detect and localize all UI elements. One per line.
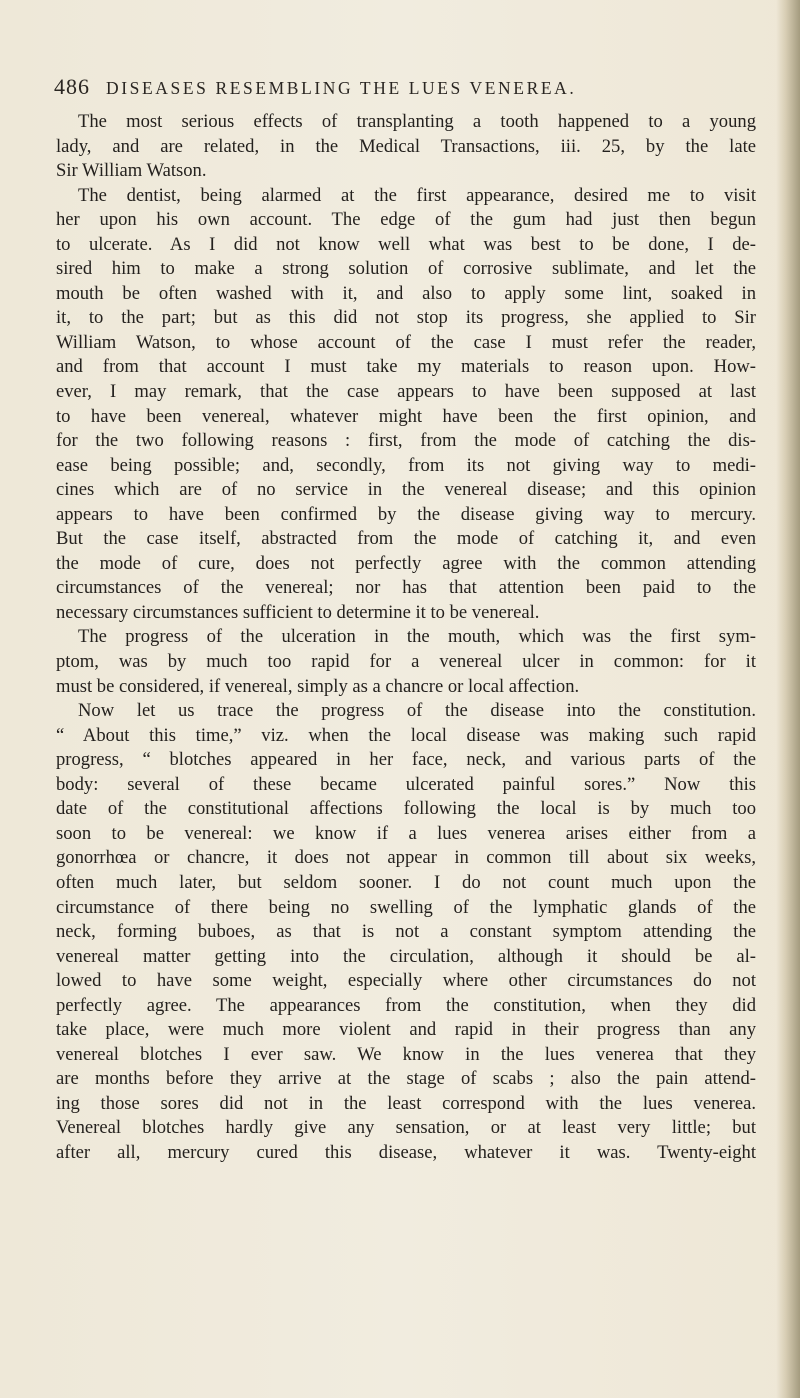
text-line: necessary circumstances sufficient to determine it to be venereal. [56, 601, 540, 623]
text-line: lady, and are related, in the Medical Transactions, iii. 25, by the late [56, 135, 756, 157]
text-line: gonorrhœa or chancre, it does not appear in common till about six weeks, [56, 847, 756, 869]
text-line: often much later, but seldom sooner. I do not count much upon the [56, 871, 756, 893]
text-line: sired him to make a strong solution of corrosive sublimate, and let the [56, 258, 756, 280]
text-line: perfectly agree. The appearances from the constitution, when they did [56, 994, 756, 1016]
page-edge-shadow [776, 0, 800, 1398]
text-line: are months before they arrive at the stage of scabs ; also the pain attend- [56, 1068, 756, 1090]
text-line: to have been venereal, whatever might have been the first opinion, and [56, 405, 756, 427]
text-line: after all, mercury cured this disease, whatever it was. Twenty-eight [56, 1141, 756, 1163]
text-line: and from that account I must take my materials to reason upon. How- [56, 356, 756, 378]
text-line: mouth be often washed with it, and also to apply some lint, soaked in [56, 282, 756, 304]
page-number: 486 [54, 74, 90, 99]
text-line: ing those sores did not in the least correspond with the lues venerea. [56, 1092, 756, 1114]
page-header [54, 74, 754, 108]
text-line: cines which are of no service in the venereal disease; and this opinion [56, 479, 756, 501]
text-line: Venereal blotches hardly give any sensation, or at least very little; but [56, 1117, 756, 1139]
text-line: Now let us trace the progress of the disease into the constitution. [78, 700, 756, 722]
text-line: ptom, was by much too rapid for a venereal ulcer in common: for it [56, 651, 756, 673]
text-line: The most serious effects of transplanting a tooth happened to a young [78, 111, 756, 132]
text-line: But the case itself, abstracted from the mode of catching it, and even [56, 528, 756, 550]
text-line: for the two following reasons : first, from the mode of catching the dis- [56, 430, 756, 452]
text-line: neck, forming buboes, as that is not a constant symptom attending the [56, 921, 756, 943]
text-line: lowed to have some weight, especially where other circumstances do not [56, 970, 756, 992]
text-line: progress, “ blotches appeared in her face, neck, and various parts of the [56, 749, 756, 771]
text-line: her upon his own account. The edge of the gum had just then begun [56, 209, 756, 231]
body-text [56, 110, 756, 1166]
text-line: ever, I may remark, that the case appears to have been supposed at last [56, 381, 756, 403]
text-line: the mode of cure, does not perfectly agree with the common attending [56, 552, 756, 574]
text-line: body: several of these became ulcerated painful sores.” Now this [56, 773, 756, 795]
text-line: circumstance of there being no swelling of the lymphatic glands of the [56, 896, 756, 918]
text-line: venereal matter getting into the circulation, although it should be al- [56, 945, 756, 967]
running-head: DISEASES RESEMBLING THE LUES VENEREA. [106, 78, 577, 98]
text-line: William Watson, to whose account of the case I must refer the reader, [56, 331, 756, 353]
text-line: The dentist, being alarmed at the first appearance, desired me to visit [78, 184, 756, 206]
text-line: venereal blotches I ever saw. We know in the lues venerea that they [56, 1043, 756, 1065]
text-line: appears to have been confirmed by the disease giving way to mercury. [56, 503, 756, 525]
text-line: ease being possible; and, secondly, from its not giving way to medi- [56, 454, 756, 476]
text-line: Sir William Watson. [56, 160, 207, 182]
text-line: take place, were much more violent and rapid in their progress than any [56, 1019, 756, 1041]
text-line: circumstances of the venereal; nor has that attention been paid to the [56, 577, 756, 599]
text-line: The progress of the ulceration in the mouth, which was the first sym- [78, 626, 756, 648]
text-line: must be considered, if venereal, simply as a chancre or local affection. [56, 675, 580, 697]
text-line: to ulcerate. As I did not know well what was best to be done, I de- [56, 233, 756, 255]
text-line: it, to the part; but as this did not stop its progress, she applied to Sir [56, 307, 756, 329]
text-line: “ About this time,” viz. when the local disease was making such rapid [56, 724, 756, 746]
text-line: date of the constitutional affections following the local is by much too [56, 798, 756, 820]
text-line: soon to be venereal: we know if a lues venerea arises either from a [56, 822, 756, 844]
